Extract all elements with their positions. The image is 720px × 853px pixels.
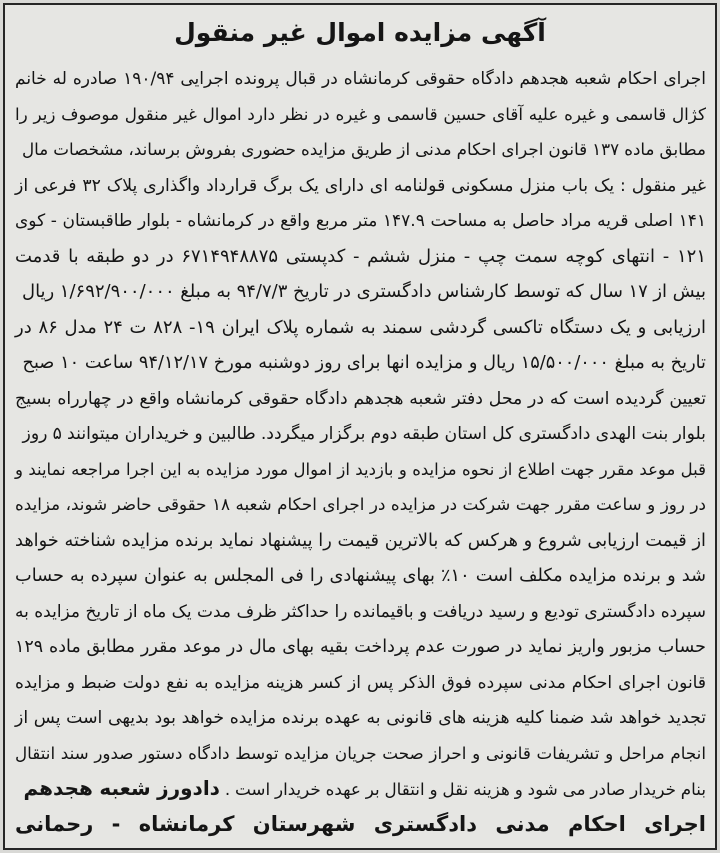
notice-line-text: ارزیابی و یک دستگاه تاکسی گردشی سمند به شماره پلاک ایران ۱۹- ۸۲۸ ت ۲۴ مدل ۸۶ در [15, 316, 706, 338]
notice-line-text: مطابق ماده ۱۳۷ قانون اجرای احکام مدنی از طریق مزایده حضوری بفروش برساند، مشخصات مال [21, 139, 706, 159]
notice-line-text: در روز و ساعت مقرر جهت شرکت در مزایده در اجرای احکام شعبه ۱۸ حقوقی حاضر شوند، مزایده [15, 494, 706, 514]
notice-line-text: ۱۴۱ اصلی قریه مراد حاصل به مساحت ۱۴۷.۹ متر مربع واقع در کرمانشاه - بلوار طاقبستان - کوی [15, 211, 706, 231]
notice-line [14, 310, 706, 346]
notice-line-text: از قیمت ارزیابی شروع و هرکس که بالاترین قیمت را پیشنهاد نماید برنده مزایده شناخته خواهد [15, 530, 706, 551]
notice-line [14, 523, 706, 559]
notice-line [14, 61, 706, 97]
notice-line [14, 736, 706, 772]
notice-title: آگهی مزایده اموال غیر منقول [174, 18, 546, 47]
signature-text: اجرای احکام مدنی دادگستری شهرستان کرمانشاه - رحمانی [15, 811, 706, 836]
newspaper-clipping [3, 3, 717, 850]
notice-line-text: غیر منقول : یک باب منزل مسکونی قولنامه ای دارای یک برگ قرارداد واگذاری پلاک ۳۲ فرعی از [15, 175, 706, 196]
notice-line-text: شد و برنده مزایده مکلف است ۱۰٪ بهای پیشنهادی را فی المجلس به عنوان سپرده به حساب [15, 566, 706, 586]
notice-line-text: تاریخ به مبلغ ۱۵/۵۰۰/۰۰۰ ریال و مزایده انها برای روز دوشنبه مورخ ۹۴/۱۲/۱۷ ساعت ۱۰ صبح [22, 353, 706, 373]
notice-closing-text: بنام خریدار صادر می شود و هزینه نقل و انتقال بر عهده خریدار است . [224, 779, 706, 799]
notice-line-text: کژال قاسمی و غیره علیه آقای حسین قاسمی و غیره در نظر دارد اموال غیر منقول موصوف زیر را [15, 103, 706, 124]
notice-line [14, 381, 706, 417]
notice-line-text: سپرده دادگستری تودیع و رسید دریافت و باقیمانده را حداکثر ظرف مدت یک ماه از تاریخ مزایده به [15, 601, 706, 622]
notice-line [14, 487, 706, 523]
notice-line [14, 594, 706, 630]
signature-line [14, 807, 706, 843]
notice-line [14, 168, 706, 204]
notice-line [14, 97, 706, 133]
notice-line-text: انجام مراحل و تشریفات قانونی و احراز صحت جریان مزایده توسط دادگاه دستور صدور سند انتقال [15, 742, 706, 763]
notice-line-text: ۱۲۱ - انتهای کوچه سمت چپ - منزل ششم - کدپستی ۶۷۱۴۹۴۸۸۷۵ در دو طبقه با قدمت [15, 245, 706, 267]
notice-line [14, 558, 706, 594]
notice-line-text: اجرای احکام شعبه هجدهم دادگاه حقوقی کرمانشاه در قبال پرونده اجرایی ۱۹۰/۹۴ صادره له خانم [15, 69, 706, 89]
notice-line-text: تجدید خواهد شد ضمنا کلیه هزینه های قانونی به عهده برنده مزایده خواهد بود بدیهی است پس از [15, 708, 706, 728]
notice-line [14, 132, 706, 168]
notice-line-text: بیش از ۱۷ سال که توسط کارشناس دادگستری در تاریخ ۹۴/۷/۳ به مبلغ ۱/۶۹۲/۹۰۰/۰۰۰ ریال [21, 281, 706, 302]
notice-line [14, 665, 706, 701]
notice-line [14, 239, 706, 275]
notice-line [14, 345, 706, 381]
notice-closing-wrapper [23, 776, 706, 800]
notice-line [14, 700, 706, 736]
notice-line [14, 274, 706, 310]
notice-line-text: بلوار بنت الهدی دادگستری کل استان طبقه دوم برگزار میگردد. طالبین و خریداران میتوانند ۵ روز [22, 424, 706, 444]
notice-line [14, 452, 706, 488]
notice-line-text: قانون اجرای احکام مدنی سپرده فوق الذکر پس از کسر هزینه مزایده به نفع دولت ضبط و مزایده [15, 672, 706, 693]
notice-line-text: تعیین گردیده است که در محل دفتر شعبه هجدهم دادگاه حقوقی کرمانشاه واقع در چهارراه بسیج [15, 388, 706, 409]
signature-title: دادورز شعبه هجدهم [23, 776, 220, 800]
notice-closing-line [14, 771, 706, 807]
notice-line-text: حساب مزبور واریز نماید در صورت عدم پرداخت بقیه بهای مال در موعد مقرر مطابق ماده ۱۲۹ [15, 637, 706, 657]
notice-line-text: قبل موعد مقرر جهت اطلاع از نحوه مزایده و بازدید از اموال مورد مزایده به این اجرا مراجعه نمایند و [15, 459, 706, 479]
notice-body [5, 61, 715, 842]
notice-line [14, 203, 706, 239]
notice-line [14, 416, 706, 452]
notice-line [14, 629, 706, 665]
